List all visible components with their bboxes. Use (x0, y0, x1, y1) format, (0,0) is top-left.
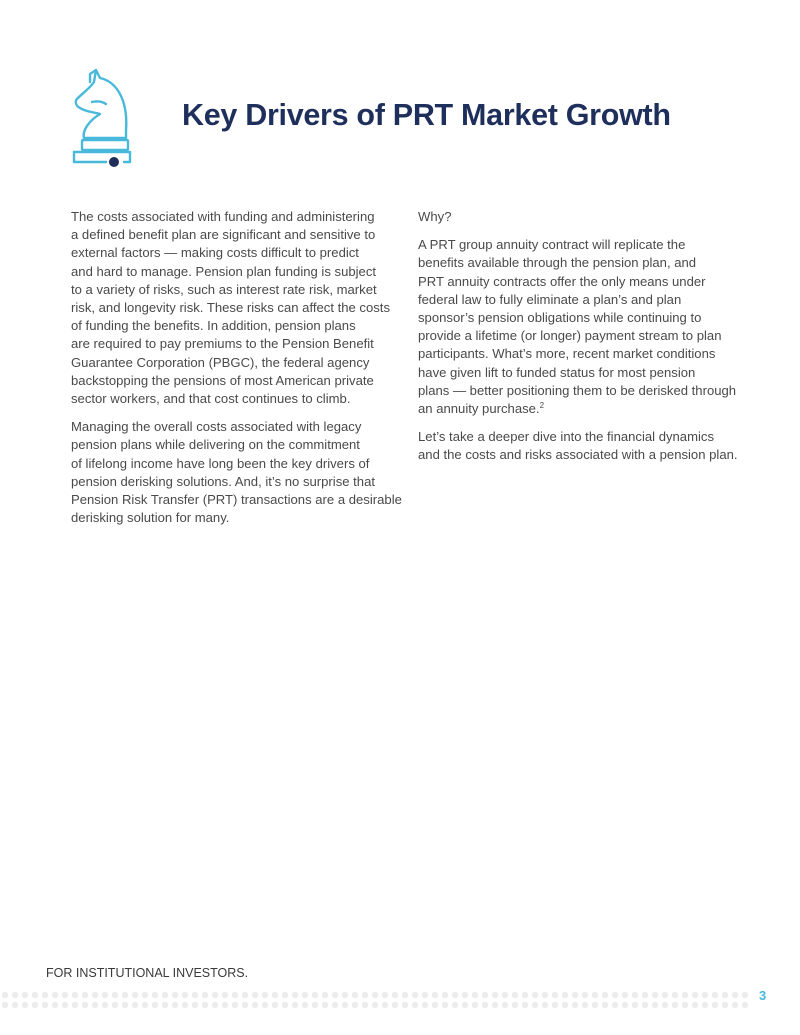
text-line: risk, and longevity risk. These risks can affect the costs (71, 300, 390, 316)
text-line: plans — better positioning them to be derisked through (418, 382, 737, 398)
text-line: a defined benefit plan are significant and sensitive to (71, 227, 376, 243)
text-line: Why? (418, 209, 452, 224)
paragraph-prt-contract (418, 236, 736, 418)
text-line: sector workers, and that cost continues to climb. (71, 391, 351, 407)
footnote-marker: 2 (539, 401, 545, 411)
chess-knight-icon (66, 68, 132, 170)
text-line: Pension Risk Transfer (PRT) transactions are a desirable (71, 492, 402, 508)
text-line-end: an annuity purchase. (418, 401, 540, 417)
text-line: pension plans while delivering on the commitment (71, 437, 360, 453)
paragraph-costs (71, 208, 389, 408)
text-line: derisking solution for many. (71, 510, 230, 526)
text-line: external factors — making costs difficult to predict (71, 245, 359, 261)
text-line: of lifelong income have long been the key drivers of (71, 455, 370, 471)
text-line: Guarantee Corporation (PBGC), the federal agency (71, 354, 370, 370)
paragraph-why (418, 208, 736, 226)
text-line: Managing the overall costs associated with legacy (71, 419, 362, 435)
page-number: 3 (759, 988, 767, 1003)
text-line: participants. What’s more, recent market conditions (418, 346, 716, 362)
text-line: and hard to manage. Pension plan funding is subject (71, 263, 377, 279)
text-line: to a variety of risks, such as interest rate risk, market (71, 281, 377, 297)
text-line: federal law to fully eliminate a plan’s and plan (418, 291, 682, 307)
text-line: of funding the benefits. In addition, pension plans (71, 318, 356, 334)
text-line: and the costs and risks associated with a pension plan. (418, 447, 738, 463)
text-line: backstopping the pensions of most American private (71, 372, 374, 388)
text-line: provide a lifetime (or longer) payment stream to plan (418, 328, 722, 344)
text-line: sponsor’s pension obligations while continuing to (418, 310, 702, 326)
text-line: have given lift to funded status for most pension (418, 364, 696, 380)
footer-disclaimer: FOR INSTITUTIONAL INVESTORS. (46, 966, 249, 980)
text-line: PRT annuity contracts offer the only means under (418, 273, 706, 289)
text-line: pension derisking solutions. And, it’s no surprise that (71, 473, 376, 489)
dotted-footer-band (0, 990, 752, 1012)
paragraph-managing (71, 418, 402, 527)
text-line: are required to pay premiums to the Pension Benefit (71, 336, 374, 352)
left-column (71, 208, 402, 537)
text-line: benefits available through the pension plan, and (418, 255, 697, 271)
paragraph-deeper-dive (418, 428, 736, 464)
text-line (418, 400, 736, 418)
text-line: A PRT group annuity contract will replicate the (418, 237, 686, 253)
text-line: The costs associated with funding and administering (71, 209, 375, 224)
page-title: Key Drivers of PRT Market Growth (182, 98, 671, 132)
text-line: Let’s take a deeper dive into the financial dynamics (418, 429, 715, 445)
right-column (418, 208, 736, 475)
